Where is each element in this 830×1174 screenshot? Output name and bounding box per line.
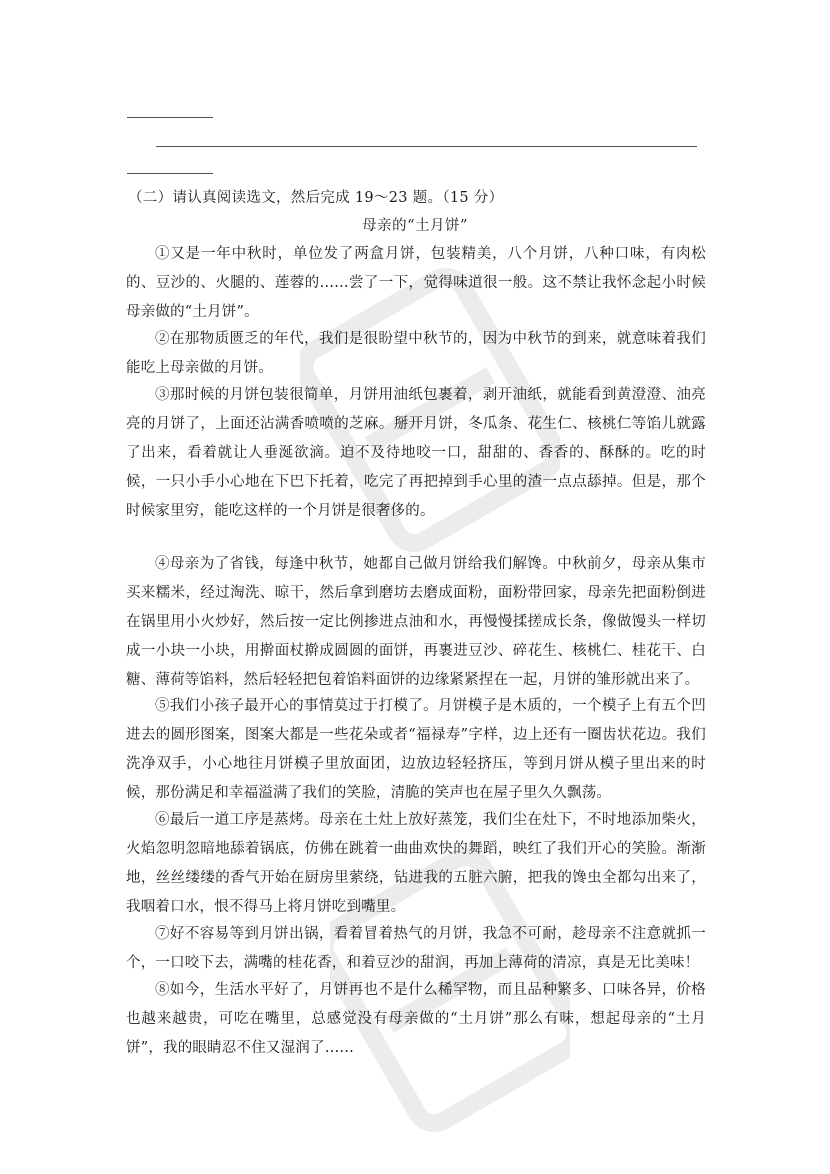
- answer-line-short-1: [127, 117, 213, 118]
- answer-line-short-2: [127, 173, 213, 174]
- paragraph-2: ②在那物质匮乏的年代，我们是很盼望中秋节的，因为中秋节的到来，就意味着我们能吃上母亲做的月饼。: [126, 331, 706, 376]
- paragraph-8: ⑧如今，生活水平好了，月饼再也不是什么稀罕物，而且品种繁多、口味各异，价格也越来越贵，可吃在嘴里，总感觉没有母亲做的“土月饼”那么有味，想起母亲的“土月饼”，我的眼睛忍不住又湿润了……: [126, 982, 706, 1056]
- paragraph-4: ④母亲为了省钱，每逢中秋节，她都自己做月饼给我们解馋。中秋前夕，母亲从集市买来糯米，经过淘洗、晾干，然后拿到磨坊去磨成面粉，面粉带回家，母亲先把面粉倒进在锅里用小火炒好，然后按一定比例掺进点油和水，再慢慢揉搓成长条，像做馒头一样切成一小块一小块，用擀面杖擀成圆圆的面饼，再裹进豆沙、碎花生、核桃仁、桂花干、白糖、薄荷等馅料，然后轻轻把包着馅料面饼的边缘紧紧捏在一起，月饼的雏形就出来了。: [126, 556, 706, 688]
- section-header: （二）请认真阅读选文，然后完成 19～23 题。（15 分）: [128, 190, 504, 206]
- paragraph-3: ③那时候的月饼包装很简单，月饼用油纸包裹着，剥开油纸，就能看到黄澄澄、油亮亮的月饼了，上面还沾满香喷喷的芝麻。掰开月饼，冬瓜条、花生仁、核桃仁等馅儿就露了出来，看着就让人垂涎欲滴。迫不及待地咬一口，甜甜的、香香的、酥酥的。吃的时候，一只小手小心地在下巴下托着，吃完了再把掉到手心里的渣一点点舔掉。但是，那个时候家里穷，能吃这样的一个月饼是很奢侈的。: [126, 387, 706, 519]
- paragraph-7: ⑦好不容易等到月饼出锅，看着冒着热气的月饼，我急不可耐，趁母亲不注意就抓一个，一口咬下去，满嘴的桂花香，和着豆沙的甜润，再加上薄荷的清凉，真是无比美味！: [126, 926, 706, 971]
- paragraph-6: ⑥最后一道工序是蒸烤。母亲在土灶上放好蒸笼，我们尘在灶下，不时地添加柴火，火焰忽明忽暗地舔着锅底，仿佛在跳着一曲曲欢快的舞蹈，映红了我们开心的笑脸。渐渐地，丝丝缕缕的香气开始在厨房里萦绕，钻进我的五脏六腑，把我的馋虫全都勾出来了，我咽着口水，恨不得马上将月饼吃到嘴里。: [126, 812, 706, 915]
- article-title: 母亲的“土月饼”: [362, 218, 468, 234]
- paragraph-1: ①又是一年中秋时，单位发了两盒月饼，包装精美，八个月饼，八种口味，有肉松的、豆沙的、火腿的、莲蓉的……尝了一下，觉得味道很一般。这不禁让我怀念起小时候母亲做的“土月饼”。: [126, 246, 706, 320]
- paragraph-5: ⑤我们小孩子最开心的事情莫过于打模了。月饼模子是木质的，一个模子上有五个凹进去的圆形图案，图案大都是一些花朵或者“福禄寿”字样，边上还有一圈齿状花边。我们洗净双手，小心地往月饼模子里放面团，边放边轻轻挤压，等到月饼从模子里出来的时候，那份满足和幸福溢满了我们的笑脸，清脆的笑声也在屋子里久久飘荡。: [126, 698, 706, 801]
- answer-line-long: [156, 146, 697, 147]
